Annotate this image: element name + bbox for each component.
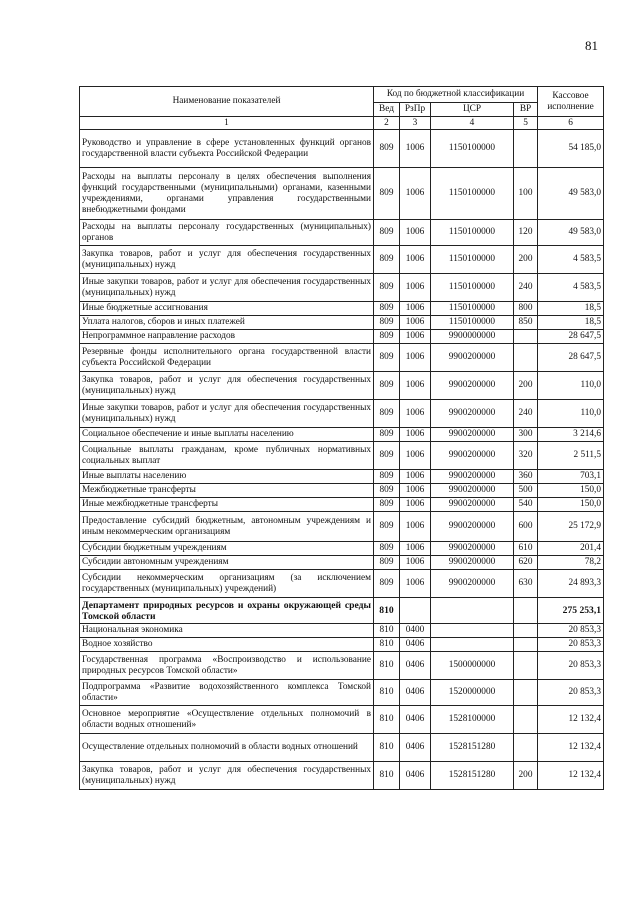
rzpr-code: 1006 [400,316,431,330]
rzpr-code: 1006 [400,442,431,470]
cash-amount: 150,0 [538,484,604,498]
vr-code: 300 [514,428,538,442]
table-row [80,680,604,706]
csr-code: 1528100000 [431,706,514,734]
rzpr-code: 0406 [400,734,431,762]
indicator-name: Субсидии некоммерческим организациям (за исключением государственных (муниципальных) учреждений) [80,570,374,598]
vr-code: 240 [514,274,538,302]
csr-code: 1150100000 [431,316,514,330]
csr-code: 9900200000 [431,470,514,484]
cash-amount: 20 853,3 [538,624,604,638]
ved-code: 809 [374,330,400,344]
header-rzpr: РзПр [400,103,431,117]
cash-amount: 49 583,0 [538,168,604,220]
indicator-name: Иные выплаты населению [80,470,374,484]
ved-code: 809 [374,246,400,274]
indicator-name: Закупка товаров, работ и услуг для обеспечения государственных (муниципальных) нужд [80,246,374,274]
ved-code: 809 [374,274,400,302]
ved-code: 809 [374,220,400,246]
rzpr-code: 1006 [400,246,431,274]
rzpr-code: 0406 [400,762,431,790]
ved-code: 810 [374,652,400,680]
cash-amount: 275 253,1 [538,598,604,624]
csr-code: 9900200000 [431,344,514,372]
rzpr-code: 1006 [400,512,431,542]
rzpr-code: 1006 [400,498,431,512]
column-number-row [80,117,604,130]
csr-code: 9900200000 [431,428,514,442]
table-row [80,556,604,570]
ved-code: 809 [374,498,400,512]
table-row [80,706,604,734]
csr-code: 9900200000 [431,498,514,512]
vr-code: 120 [514,220,538,246]
cash-amount: 20 853,3 [538,680,604,706]
ved-code: 809 [374,168,400,220]
column-number: 2 [374,117,400,130]
csr-code: 9900200000 [431,442,514,470]
vr-code: 600 [514,512,538,542]
csr-code: 9900200000 [431,570,514,598]
column-number: 4 [431,117,514,130]
vr-code [514,330,538,344]
indicator-name: Осуществление отдельных полномочий в области водных отношений [80,734,374,762]
table-row [80,302,604,316]
cash-amount: 24 893,3 [538,570,604,598]
ved-code: 809 [374,316,400,330]
table-row [80,220,604,246]
cash-amount: 2 511,5 [538,442,604,470]
vr-code: 610 [514,542,538,556]
csr-code: 1150100000 [431,274,514,302]
vr-code: 200 [514,372,538,400]
rzpr-code: 0406 [400,680,431,706]
column-number: 6 [538,117,604,130]
vr-code: 630 [514,570,538,598]
indicator-name: Департамент природных ресурсов и охраны окружающей среды Томской области [80,598,374,624]
rzpr-code: 0406 [400,706,431,734]
rzpr-code: 1006 [400,330,431,344]
vr-code [514,638,538,652]
rzpr-code: 1006 [400,372,431,400]
ved-code: 810 [374,762,400,790]
table-row [80,570,604,598]
header-csr: ЦСР [431,103,514,117]
vr-code: 540 [514,498,538,512]
page-number: 81 [585,38,598,53]
vr-code [514,734,538,762]
ved-code: 809 [374,484,400,498]
table-row [80,246,604,274]
cash-amount: 12 132,4 [538,734,604,762]
csr-code: 9900200000 [431,542,514,556]
vr-code: 360 [514,470,538,484]
indicator-name: Национальная экономика [80,624,374,638]
indicator-name: Социальное обеспечение и иные выплаты населению [80,428,374,442]
cash-amount: 28 647,5 [538,344,604,372]
rzpr-code: 0406 [400,652,431,680]
indicator-name: Закупка товаров, работ и услуг для обеспечения государственных (муниципальных) нужд [80,762,374,790]
cash-amount: 12 132,4 [538,762,604,790]
vr-code: 620 [514,556,538,570]
csr-code: 1500000000 [431,652,514,680]
csr-code: 9900200000 [431,484,514,498]
table-row [80,542,604,556]
vr-code [514,706,538,734]
rzpr-code: 1006 [400,570,431,598]
cash-amount: 110,0 [538,400,604,428]
indicator-name: Межбюджетные трансферты [80,484,374,498]
csr-code: 9900000000 [431,330,514,344]
indicator-name: Резервные фонды исполнительного органа государственной власти субъекта Российской Федерации [80,344,374,372]
cash-amount: 703,1 [538,470,604,484]
rzpr-code: 0406 [400,638,431,652]
indicator-name: Иные межбюджетные трансферты [80,498,374,512]
header-code-group: Код по бюджетной классификации [374,87,538,103]
indicator-name: Уплата налогов, сборов и иных платежей [80,316,374,330]
table-row [80,638,604,652]
csr-code: 1150100000 [431,302,514,316]
ved-code: 809 [374,302,400,316]
cash-amount: 20 853,3 [538,652,604,680]
csr-code: 1150100000 [431,220,514,246]
rzpr-code: 0400 [400,624,431,638]
rzpr-code: 1006 [400,130,431,168]
header-vr: ВР [514,103,538,117]
column-number: 5 [514,117,538,130]
indicator-name: Подпрограмма «Развитие водохозяйственного комплекса Томской области» [80,680,374,706]
vr-code [514,598,538,624]
cash-amount: 25 172,9 [538,512,604,542]
vr-code: 320 [514,442,538,470]
table-row [80,484,604,498]
cash-amount: 20 853,3 [538,638,604,652]
cash-amount: 49 583,0 [538,220,604,246]
ved-code: 809 [374,344,400,372]
csr-code: 9900200000 [431,400,514,428]
table-row [80,130,604,168]
indicator-name: Государственная программа «Воспроизводство и использование природных ресурсов Томской области» [80,652,374,680]
csr-code: 9900200000 [431,512,514,542]
table-row [80,498,604,512]
vr-code [514,130,538,168]
ved-code: 810 [374,638,400,652]
csr-code [431,638,514,652]
indicator-name: Основное мероприятие «Осуществление отдельных полномочий в области водных отношений» [80,706,374,734]
table-row [80,734,604,762]
cash-amount: 18,5 [538,316,604,330]
indicator-name: Руководство и управление в сфере установленных функций органов государственной власти субъекта Российской Федерации [80,130,374,168]
rzpr-code: 1006 [400,428,431,442]
table-row [80,762,604,790]
rzpr-code: 1006 [400,542,431,556]
cash-amount: 110,0 [538,372,604,400]
rzpr-code: 1006 [400,302,431,316]
indicator-name: Социальные выплаты гражданам, кроме публичных нормативных социальных выплат [80,442,374,470]
csr-code: 1528151280 [431,734,514,762]
table-row [80,428,604,442]
indicator-name: Непрограммное направление расходов [80,330,374,344]
ved-code: 809 [374,130,400,168]
table-row [80,624,604,638]
vr-code [514,624,538,638]
ved-code: 810 [374,706,400,734]
column-number: 1 [80,117,374,130]
table-row [80,470,604,484]
budget-execution-table [79,86,604,790]
vr-code: 200 [514,246,538,274]
table-row [80,372,604,400]
ved-code: 809 [374,470,400,484]
vr-code: 500 [514,484,538,498]
csr-code: 1150100000 [431,168,514,220]
rzpr-code: 1006 [400,556,431,570]
header-cash-execution: Кассовое исполнение [538,87,604,117]
cash-amount: 4 583,5 [538,246,604,274]
header-ved: Вед [374,103,400,117]
indicator-name: Водное хозяйство [80,638,374,652]
cash-amount: 150,0 [538,498,604,512]
csr-code: 1520000000 [431,680,514,706]
vr-code: 240 [514,400,538,428]
rzpr-code: 1006 [400,168,431,220]
table-row [80,442,604,470]
ved-code: 809 [374,400,400,428]
rzpr-code: 1006 [400,220,431,246]
table-row [80,512,604,542]
indicator-name: Иные закупки товаров, работ и услуг для обеспечения государственных (муниципальных) нужд [80,400,374,428]
cash-amount: 54 185,0 [538,130,604,168]
vr-code [514,652,538,680]
ved-code: 810 [374,680,400,706]
cash-amount: 78,2 [538,556,604,570]
indicator-name: Иные закупки товаров, работ и услуг для обеспечения государственных (муниципальных) нужд [80,274,374,302]
csr-code [431,624,514,638]
rzpr-code: 1006 [400,344,431,372]
rzpr-code: 1006 [400,470,431,484]
table-row [80,400,604,428]
csr-code: 1528151280 [431,762,514,790]
vr-code: 850 [514,316,538,330]
vr-code [514,344,538,372]
ved-code: 810 [374,598,400,624]
ved-code: 809 [374,442,400,470]
indicator-name: Расходы на выплаты персоналу государственных (муниципальных) органов [80,220,374,246]
cash-amount: 4 583,5 [538,274,604,302]
csr-code: 9900200000 [431,372,514,400]
cash-amount: 18,5 [538,302,604,316]
indicator-name: Закупка товаров, работ и услуг для обеспечения государственных (муниципальных) нужд [80,372,374,400]
ved-code: 809 [374,556,400,570]
indicator-name: Иные бюджетные ассигнования [80,302,374,316]
ved-code: 809 [374,570,400,598]
column-number: 3 [400,117,431,130]
cash-amount: 28 647,5 [538,330,604,344]
vr-code: 200 [514,762,538,790]
indicator-name: Расходы на выплаты персоналу в целях обеспечения выполнения функций государственными (муниципальными) органами, казенными учреждениями, органами управления государственными внебюджетными фондами [80,168,374,220]
ved-code: 809 [374,372,400,400]
ved-code: 810 [374,734,400,762]
table-row [80,344,604,372]
indicator-name: Субсидии автономным учреждениям [80,556,374,570]
csr-code: 1150100000 [431,246,514,274]
vr-code: 100 [514,168,538,220]
ved-code: 809 [374,512,400,542]
rzpr-code [400,598,431,624]
cash-amount: 3 214,6 [538,428,604,442]
rzpr-code: 1006 [400,400,431,428]
indicator-name: Субсидии бюджетным учреждениям [80,542,374,556]
csr-code: 1150100000 [431,130,514,168]
ved-code: 809 [374,428,400,442]
table-row [80,330,604,344]
cash-amount: 12 132,4 [538,706,604,734]
csr-code: 9900200000 [431,556,514,570]
table-row [80,274,604,302]
cash-amount: 201,4 [538,542,604,556]
vr-code: 800 [514,302,538,316]
vr-code [514,680,538,706]
ved-code: 809 [374,542,400,556]
table-row [80,652,604,680]
rzpr-code: 1006 [400,274,431,302]
table-row [80,168,604,220]
ved-code: 810 [374,624,400,638]
rzpr-code: 1006 [400,484,431,498]
table-body [80,130,604,790]
table-row [80,598,604,624]
csr-code [431,598,514,624]
table-row [80,316,604,330]
header-name: Наименование показателей [80,87,374,117]
indicator-name: Предоставление субсидий бюджетным, автономным учреждениям и иным некоммерческим организациям [80,512,374,542]
